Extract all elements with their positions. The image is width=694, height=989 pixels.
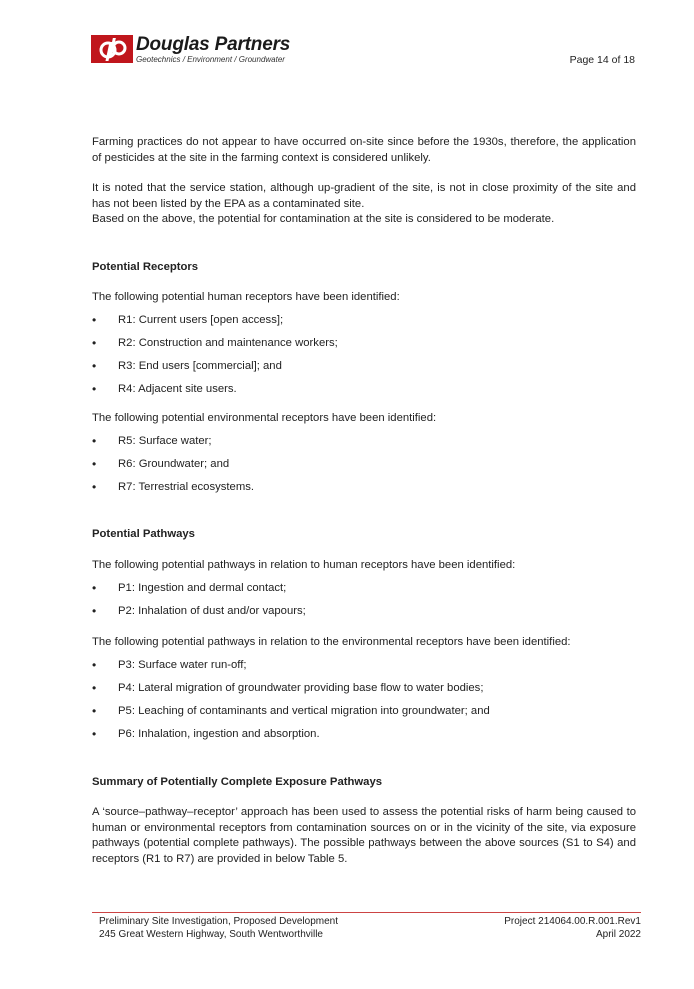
list-item: • P5: Leaching of contaminants and vertical migration into groundwater; and bbox=[92, 704, 636, 720]
human-pathways-intro: The following potential pathways in relation to human receptors have been identified: bbox=[92, 558, 516, 571]
list-item: • P1: Ingestion and dermal contact; bbox=[92, 581, 636, 597]
list-item: • R3: End users [commercial]; and bbox=[92, 359, 636, 375]
env-pathways-intro: The following potential pathways in relation to the environmental receptors have been identified: bbox=[92, 636, 571, 648]
footer-report-info bbox=[99, 916, 338, 941]
intro-paragraph-service-station: It is noted that the service station, although up-gradient of the site, is not in close proximity of the site and has not been listed by the EPA as a contaminated site. bbox=[92, 182, 636, 210]
footer-project-number: Project 214064.00.R.001.Rev1 bbox=[504, 916, 641, 927]
list-item: • R6: Groundwater; and bbox=[92, 457, 636, 473]
company-name: Douglas Partners bbox=[136, 33, 291, 55]
document-body bbox=[92, 135, 636, 867]
list-item: • R4: Adjacent site users. bbox=[92, 382, 636, 398]
section-heading-pathways: Potential Pathways bbox=[92, 528, 195, 540]
footer-project-info bbox=[504, 916, 641, 941]
list-item: • P3: Surface water run-off; bbox=[92, 658, 636, 674]
list-item: • P4: Lateral migration of groundwater providing base flow to water bodies; bbox=[92, 681, 636, 697]
footer-date: April 2022 bbox=[595, 928, 641, 940]
footer-divider bbox=[92, 912, 641, 913]
footer-report-title: Preliminary Site Investigation, Proposed Development bbox=[99, 916, 339, 927]
page-number: Page 14 of 18 bbox=[569, 54, 635, 66]
section-heading-receptors: Potential Receptors bbox=[92, 260, 199, 273]
env-receptors-intro: The following potential environmental receptors have been identified: bbox=[92, 411, 437, 424]
env-receptors-list bbox=[92, 434, 636, 496]
list-item: • R2: Construction and maintenance workers; bbox=[92, 336, 636, 352]
list-item: • P6: Inhalation, ingestion and absorption. bbox=[92, 727, 636, 743]
intro-paragraph-farming: Farming practices do not appear to have occurred on-site since before the 1930s, therefore, the application of pesticides at the site in the farming context is considered unlikely. bbox=[92, 136, 636, 164]
company-logo bbox=[91, 34, 290, 64]
summary-paragraph: A ‘source–pathway–receptor’ approach has been used to assess the potential risks of harm being caused to human or environmental receptors from contamination sources on or in the vicinity of the site, via exposure pathways (potential complete pathways). The possible pathways between the above sources (S1 to S4) and receptors (R1 to R7) are provided in below Table 5. bbox=[92, 806, 636, 865]
footer-site-address: 245 Great Western Highway, South Wentworthville bbox=[99, 928, 323, 940]
env-pathways-list bbox=[92, 658, 636, 743]
list-item: • R1: Current users [open access]; bbox=[92, 313, 636, 329]
list-item: • P2: Inhalation of dust and/or vapours; bbox=[92, 604, 636, 620]
section-heading-summary: Summary of Potentially Complete Exposure Pathways bbox=[92, 775, 383, 788]
conclusion-paragraph: Based on the above, the potential for contamination at the site is considered to be moderate. bbox=[92, 213, 555, 225]
douglas-partners-logo-icon bbox=[91, 35, 133, 63]
list-item: • R7: Terrestrial ecosystems. bbox=[92, 480, 636, 496]
company-tagline: Geotechnics / Environment / Groundwater bbox=[136, 54, 285, 64]
human-receptors-list bbox=[92, 313, 636, 398]
human-receptors-intro: The following potential human receptors have been identified: bbox=[92, 291, 400, 303]
human-pathways-list bbox=[92, 581, 636, 620]
list-item: • R5: Surface water; bbox=[92, 434, 636, 450]
